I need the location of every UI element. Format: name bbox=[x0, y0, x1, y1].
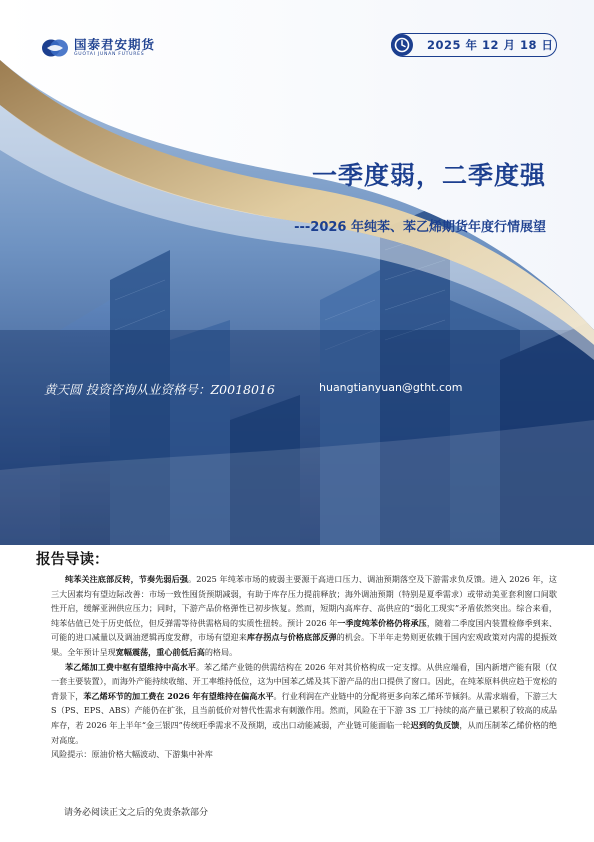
disclaimer-note: 请务必阅读正文之后的免责条款部分 bbox=[64, 808, 209, 818]
company-logo bbox=[42, 38, 155, 58]
author-info: 黄天圆 投资咨询从业资格号：Z0018016 bbox=[44, 382, 275, 397]
report-date-badge bbox=[391, 33, 557, 57]
guide-heading: 报告导读： bbox=[36, 552, 109, 568]
report-subtitle: ---2026 年纯苯、苯乙烯期货年度行情展望 bbox=[294, 220, 546, 235]
logo-name-cn: 国泰君安期货 bbox=[74, 37, 156, 52]
author-email[interactable]: huangtianyuan@gtht.com bbox=[319, 381, 463, 394]
report-date: 2025 年 12 月 18 日 bbox=[427, 38, 554, 52]
guide-paragraph-benzene: 纯苯关注底部反转，节奏先弱后强。2025 年纯苯市场的疲弱主要源于高进口压力、调油预期落空及下游需求负反馈。进入 2026 年，这三大因素均有望边际改善：市场一致性囤货预期减弱，有助于库存压力提前释放；海外调油预期（特别是夏季需求）或带动美亚套利窗口间歇性开启，缓解亚洲供应压力；同时，下游产品价格弹性已初步恢复。然而，短期内高库存、高供应的“弱化工现实”矛盾依然突出。综合来看，纯苯估值已处于历史低位，但反弹需等待供需格局的实质性扭转。预计 2026 年一季度纯苯价格仍将承压，随着二季度国内装置检修季到来、可能的进口减量以及调油逻辑再度发酵，市场有望迎来库存拐点与价格底部反弹的机会。下半年走势则更依赖于国内宏观政策对内需的提振效果。全年预计呈现宽幅震荡，重心前低后高的格局。 bbox=[51, 574, 557, 657]
logo-icon bbox=[42, 39, 68, 57]
clock-icon bbox=[391, 34, 413, 56]
report-title: 一季度弱，二季度强 bbox=[311, 161, 546, 190]
risk-warning: 风险提示：原油价格大幅波动、下游集中补库 bbox=[51, 749, 213, 760]
guide-body bbox=[51, 572, 557, 762]
logo-name-en: GUOTAI JUNAN FUTURES bbox=[74, 52, 145, 57]
guide-paragraph-styrene: 苯乙烯加工费中枢有望维持中高水平。苯乙烯产业链的供需结构在 2026 年对其价格构成一定支撑。从供应端看，国内新增产能有限（仅一套主要装置），而海外产能持续收缩、开工率维持低位，这为中国苯乙烯及其下游产品的出口提供了窗口。因此，在纯苯原料供应趋于宽松的背景下，苯乙烯环节的加工费在 2026 年有望维持在偏高水平。行业利润在产业链中的分配将更多向苯乙烯环节倾斜。从需求端看，下游三大 S（PS、EPS、ABS）产能仍在扩张，且当前低价对替代性需求有刺激作用。然而，风险在于下游 3S 工厂持续的高产量已累积了较高的成品库存，若 2026 年上半年“金三银四”传统旺季需求不及预期，或出口动能减弱，产业链可能面临一轮迟到的负反馈，从而压制苯乙烯价格的绝对高度。 bbox=[51, 661, 557, 745]
